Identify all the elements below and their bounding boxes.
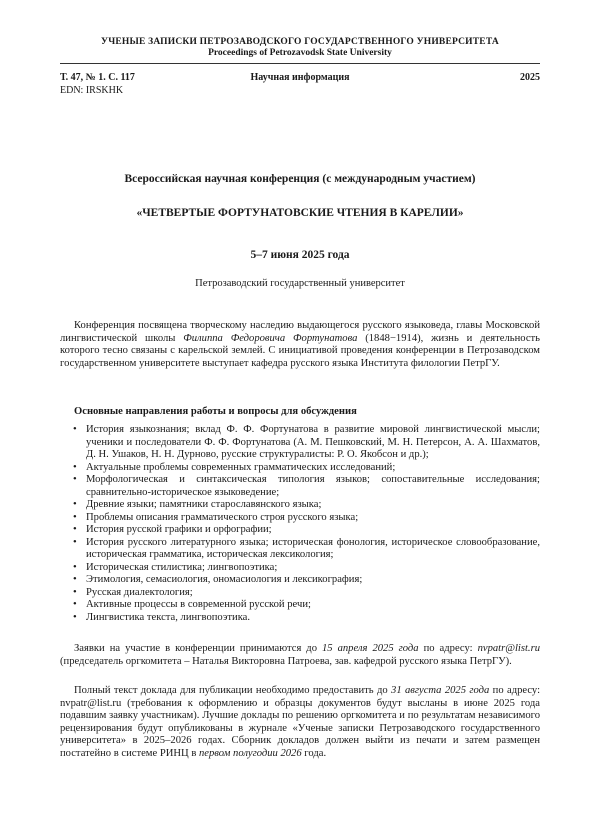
list-item-text: История русского литературного языка; историческая фонология, историческое словообразование, историческая грамматика, историческая лексикология; (86, 536, 540, 560)
applications-text-2: по адресу: (418, 643, 478, 654)
list-item-text: Активные процессы в современной русской речи; (86, 599, 311, 610)
journal-title-en: Proceedings of Petrozavodsk State University (208, 48, 392, 58)
list-item (60, 599, 540, 612)
header-divider (60, 63, 540, 64)
list-item-text: Морфологическая и синтаксическая типология языков; сопоставительные исследования; сравнительно-историческое языковедение; (86, 474, 540, 498)
list-item (60, 499, 540, 512)
bullet-icon: • (73, 599, 77, 610)
fulltext-text-3: года. (301, 747, 327, 759)
fulltext-text-2: по адресу: nvpatr@list.ru (требования к оформлению и образцы документов будут высланы в июне 2025 года подавшим заявку участникам). Лучшие доклады по решению оргкомитета и по результатам независимого рецензирования будут опубликованы в журнале «Ученые записки Петрозаводского государственного университета» в 2025–2026 годах. Сборник докладов должен выйти из печати и затем размещен постатейно в системе РИНЦ в (60, 685, 541, 759)
list-item (60, 587, 540, 600)
journal-title-ru: УЧЕНЫЕ ЗАПИСКИ ПЕТРОЗАВОДСКОГО ГОСУДАРСТВЕННОГО УНИВЕРСИТЕТА (101, 37, 499, 47)
list-item (60, 474, 540, 499)
applications-paragraph (60, 643, 540, 668)
list-item (60, 462, 540, 475)
list-item (60, 574, 540, 587)
directions-heading: Основные направления работы и вопросы для обсуждения (74, 406, 357, 417)
publication-period: первом полугодии 2026 (199, 747, 302, 759)
list-item (60, 512, 540, 525)
fortunatov-name: Филиппа Федоровича Фортунатова (183, 332, 358, 344)
applications-text-3: (председатель оргкомитета – Наталья Викторовна Патроева, зав. кафедрой русского языка ПетрГУ). (60, 655, 512, 667)
bullet-icon: • (73, 536, 77, 548)
conference-type: Всероссийская научная конференция (с международным участием) (124, 173, 476, 185)
bullet-icon: • (73, 586, 77, 598)
bullet-icon: • (73, 574, 77, 585)
directions-list (60, 424, 540, 624)
bullet-icon: • (73, 561, 77, 573)
list-item-text: Проблемы описания грамматического строя русского языка; (86, 511, 359, 523)
fulltext-deadline: 31 августа 2025 года (391, 685, 490, 696)
fulltext-paragraph (60, 685, 540, 760)
bullet-icon: • (73, 499, 77, 510)
bullet-icon: • (73, 524, 77, 535)
volume-info: Т. 47, № 1. С. 117 (60, 72, 135, 83)
list-item (60, 562, 540, 575)
list-item-text: История языкознания; вклад Ф. Ф. Фортунатова в развитие мировой лингвистической мысли; ученики и последователи Ф. Ф. Фортунатова (А. М. Пешковский, М. Н. Петерсон, А. А. Шахматов, Д. Н. Ушаков, Н. Н. Дурново, русские структуралисты: Р. О. Якобсон и др.); (86, 424, 540, 460)
bullet-icon: • (73, 511, 77, 523)
list-item (60, 424, 540, 462)
list-item-text: Историческая стилистика; лингвопоэтика; (86, 561, 278, 573)
host-university: Петрозаводский государственный университет (195, 278, 405, 289)
application-deadline: 15 апреля 2025 года (322, 643, 419, 654)
fulltext-text-1: Полный текст доклада для публикации необходимо предоставить до (74, 685, 392, 696)
list-item (60, 537, 540, 562)
list-item (60, 524, 540, 537)
list-item-text: Древние языки; памятники старославянского языка; (86, 499, 322, 510)
list-item-text: Русская диалектология; (86, 586, 193, 598)
intro-text-1: Конференция посвящена творческому наследию выдающегося русского языковеда, главы Московской лингвистической школы (60, 320, 540, 344)
list-item (60, 612, 540, 625)
intro-text-2: (1848−1914), жизнь и деятельность которого тесно связаны с карельской землей. С инициативой проведения конференции в Петрозаводском государственном университете выступает кафедра русского языка Института филологии ПетрГУ. (60, 332, 540, 369)
list-item-text: Этимология, семасиология, ономасиология и лексикография; (86, 574, 363, 585)
list-item-text: История русской графики и орфографии; (86, 524, 272, 535)
list-item-text: Лингвистика текста, лингвопоэтика. (86, 611, 251, 623)
conference-name: «ЧЕТВЕРТЫЕ ФОРТУНАТОВСКИЕ ЧТЕНИЯ В КАРЕЛИИ» (136, 207, 464, 219)
contact-email: nvpatr@list.ru (477, 643, 541, 654)
bullet-icon: • (73, 424, 77, 435)
publication-year: 2025 (520, 72, 540, 83)
bullet-icon: • (73, 474, 77, 485)
edn-code: EDN: IRSKHK (60, 85, 124, 96)
bullet-icon: • (73, 611, 77, 623)
intro-paragraph (60, 320, 540, 370)
conference-dates: 5–7 июня 2025 года (250, 249, 350, 261)
bullet-icon: • (73, 461, 77, 473)
applications-text-1: Заявки на участие в конференции принимаются до (74, 643, 322, 654)
section-name: Научная информация (250, 72, 350, 83)
list-item-text: Актуальные проблемы современных грамматических исследований; (86, 461, 396, 473)
